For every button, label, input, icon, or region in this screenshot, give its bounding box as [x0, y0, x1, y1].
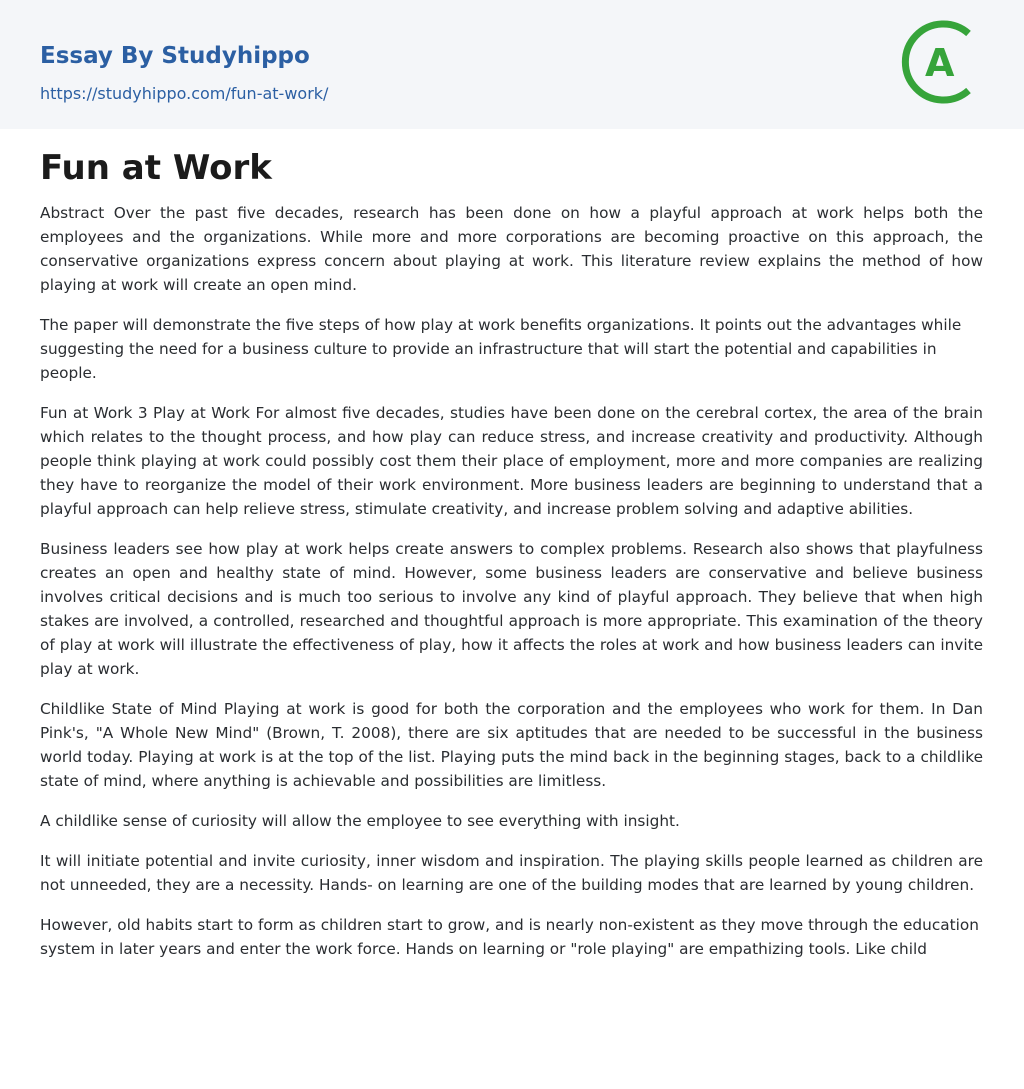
brand-title: Essay By Studyhippo [40, 43, 310, 69]
logo-letter: A [925, 41, 955, 85]
paragraph: The paper will demonstrate the five steps of how play at work benefits organizations. It points out the advantages while suggesting the need for a business culture to provide an infrastructure that will start the potential and capabilities in people. [40, 316, 962, 382]
studyhippo-logo-icon[interactable] [900, 20, 984, 104]
article-body [0, 129, 1024, 961]
paragraph: Business leaders see how play at work helps create answers to complex problems. Research also shows that playfulness creates an open and healthy state of mind. However, some business leaders are conservative and believe business involves critical decisions and is much too serious to involve any kind of playful approach. They believe that when high stakes are involved, a controlled, researched and thoughtful approach is more appropriate. This examination of the theory of play at work will illustrate the effectiveness of play, how it affects the roles at work and how business leaders can invite play at work. [40, 540, 983, 678]
source-url-link[interactable]: https://studyhippo.com/fun-at-work/ [40, 84, 329, 103]
paragraph: Abstract Over the past five decades, research has been done on how a playful approach at work helps both the employees and the organizations. While more and more corporations are becoming proactive on this approach, the conservative organizations express concern about playing at work. This literature review explains the method of how playing at work will create an open mind. [40, 204, 983, 294]
paragraph: It will initiate potential and invite curiosity, inner wisdom and inspiration. The playing skills people learned as children are not unneeded, they are a necessity. Hands- on learning are one of the building modes that are learned by young children. [40, 852, 983, 894]
site-header [0, 0, 1024, 129]
paragraph: However, old habits start to form as children start to grow, and is nearly non-existent as they move through the education system in later years and enter the work force. Hands on learning or "role playing" are empathizing tools. Like child [40, 916, 979, 958]
paragraph: Fun at Work 3 Play at Work For almost five decades, studies have been done on the cerebral cortex, the area of the brain which relates to the thought process, and how play can reduce stress, and increase creativity and productivity. Although people think playing at work could possibly cost them their place of employment, more and more companies are realizing they have to reorganize the model of their work environment. More business leaders are beginning to understand that a playful approach can help relieve stress, stimulate creativity, and increase problem solving and adaptive abilities. [40, 404, 983, 518]
paragraph: Childlike State of Mind Playing at work is good for both the corporation and the employees who work for them. In Dan Pink's, "A Whole New Mind" (Brown, T. 2008), there are six aptitudes that are needed to be successful in the business world today. Playing at work is at the top of the list. Playing puts the mind back in the beginning stages, back to a childlike state of mind, where anything is achievable and possibilities are limitless. [40, 700, 983, 790]
paragraph: A childlike sense of curiosity will allow the employee to see everything with insight. [40, 812, 680, 830]
page-title: Fun at Work [40, 148, 272, 188]
